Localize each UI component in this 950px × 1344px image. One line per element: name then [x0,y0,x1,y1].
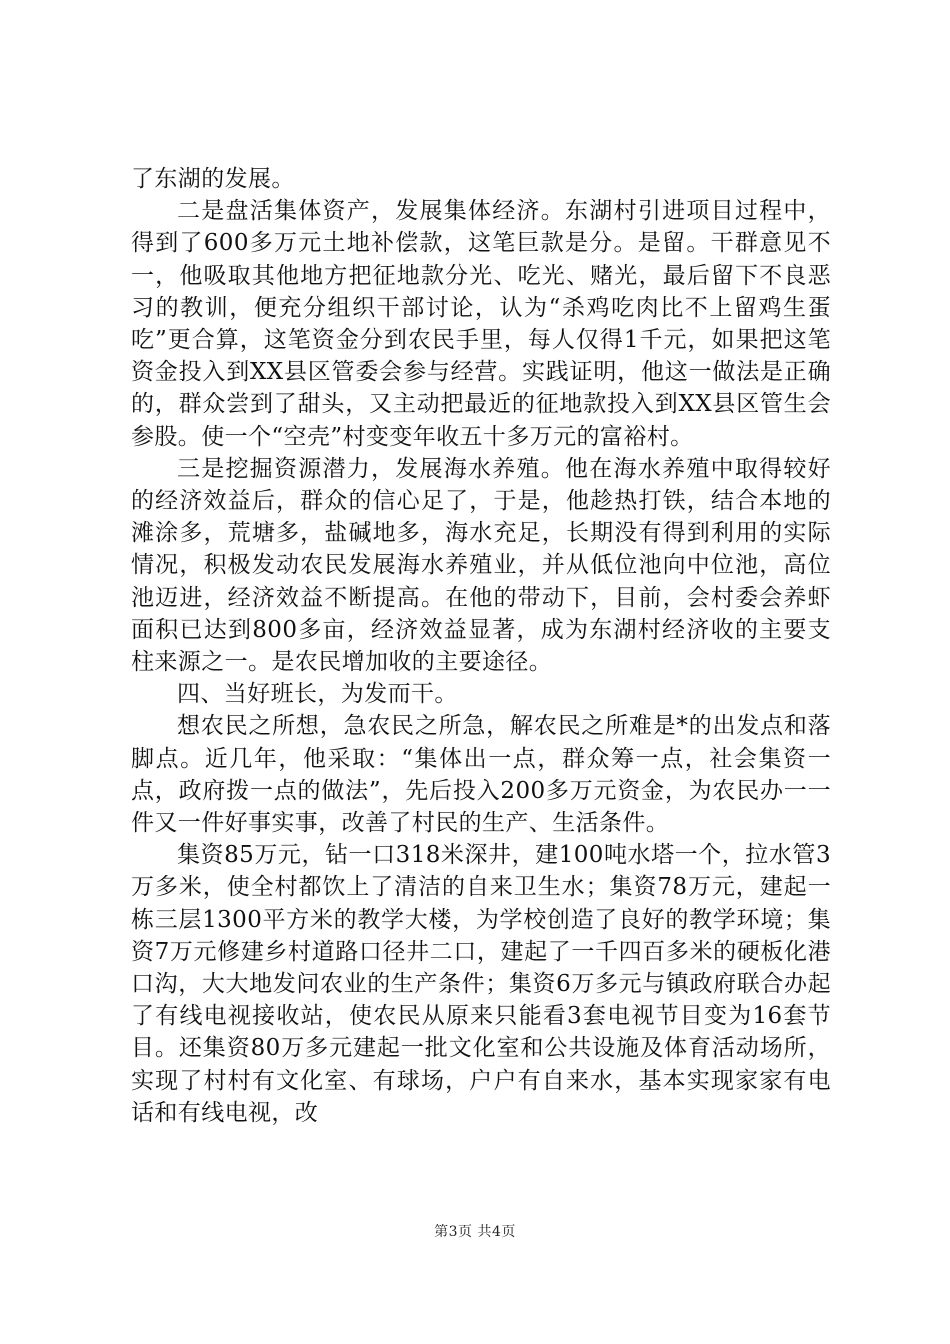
paragraph-fundraising-projects: 集资85万元，钻一口318米深井，建100吨水塔一个，拉水管3万多米，使全村都饮上了清洁的自来卫生水；集资78万元，建起一栋三层1300平方米的教学大楼，为学校创造了良好的教学环境；集资7万元修建乡村道路口径井二口，建起了一千四百多米的硬板化港口沟，大大地发问农业的生产条件；集资6万多元与镇政府联合办起了有线电视接收站，使农民从原来只能看3套电视节目变为16套节目。还集资80万多元建起一批文化室和公共设施及体育活动场所，实现了村村有文化室、有球场，户户有自来水，基本实现家家有电话和有线电视，改 [131,842,831,1126]
paragraph-collective-assets: 二是盘活集体资产，发展集体经济。东湖村引进项目过程中，得到了600多万元土地补偿款，这笔巨款是分。是留。干群意见不一，他吸取其他地方把征地款分光、吃光、赌光，最后留下不良恶习的教训，便充分组织干部讨论，认为“杀鸡吃肉比不上留鸡生蛋吃”更合算，这笔资金分到农民手里，每人仅得1千元，如果把这笔资金投入到XX县区管委会参与经营。实践证明，他这一做法是正确的，群众尝到了甜头，又主动把最近的征地款投入到XX县区管生会参股。使一个“空壳”村变变年收五十多万元的富裕村。 [131,198,831,450]
page-number-footer: 第3页 共4页 [434,1224,516,1240]
paragraph-serve-farmers: 想农民之所想，急农民之所急，解农民之所难是*的出发点和落脚点。近几年，他采取：“集体出一点，群众筹一点，社会集资一点，政府拨一点的做法”，先后投入200多万元资金，为农民办一一件又一件好事实事，改善了村民的生产、生活条件。 [131,713,831,837]
paragraph-aquaculture: 三是挖掘资源潜力，发展海水养殖。他在海水养殖中取得较好的经济效益后，群众的信心足了，于是，他趁热打铁，结合本地的滩涂多，荒塘多，盐碱地多，海水充足，长期没有得到利用的实际情况，积极发动农民发展海水养殖业，并从低位池向中位池，高位池迈进，经济效益不断提高。在他的带动下，目前，会村委会养虾面积已达到800多亩，经济效益显著，成为东湖村经济收的主要支柱来源之一。是农民增加收的主要途径。 [131,455,831,676]
paragraph-continuation: 了东湖的发展。 [131,166,295,192]
section-heading-four: 四、当好班长，为发而干。 [177,681,458,708]
document-body [131,163,831,1129]
